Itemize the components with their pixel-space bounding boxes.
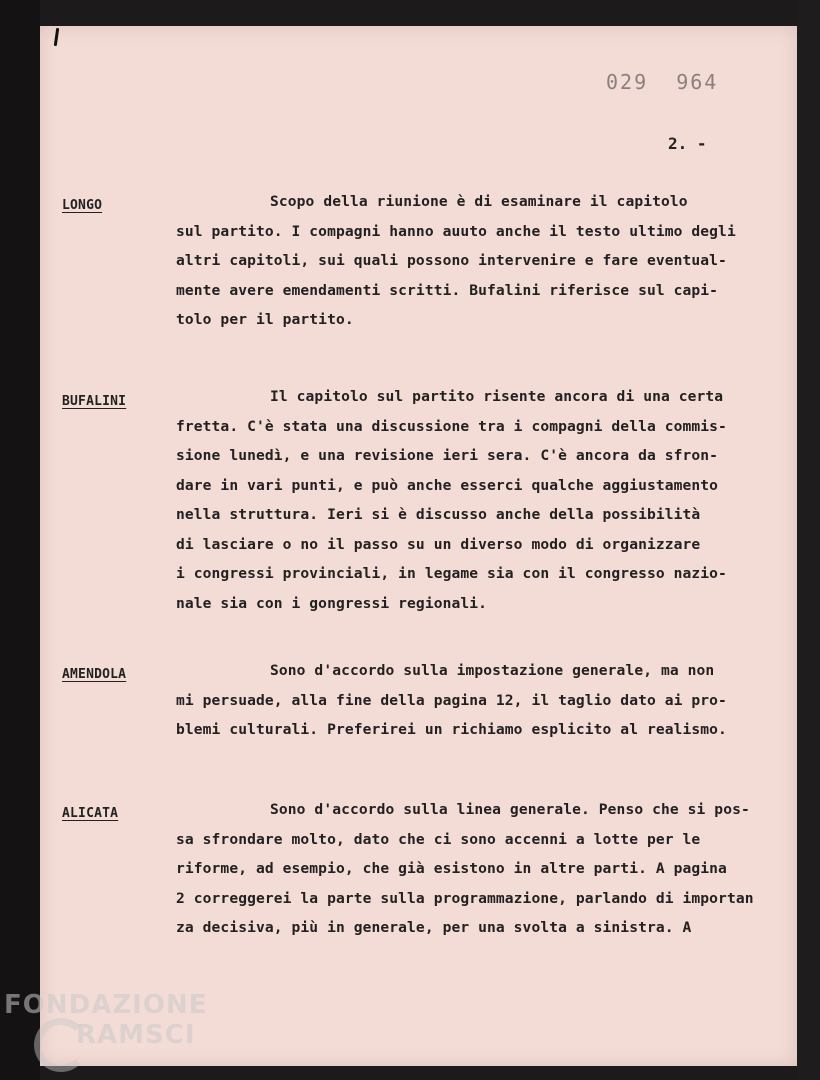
speaker-amendola: AMENDOLA: [62, 667, 127, 682]
watermark-line1: FONDAZIONE: [4, 990, 208, 1020]
text-line: Sono d'accordo sulla linea generale. Penso che si pos-: [270, 801, 750, 818]
speaker-alicata: ALICATA: [62, 806, 119, 821]
scanner-right-border: [797, 0, 820, 1080]
text-line: di lasciare o no il passo su un diverso modo di organizzare: [176, 535, 701, 553]
text-line: dare in vari punti, e può anche esserci qualche aggiustamento: [176, 476, 719, 494]
text-line: mi persuade, alla fine della pagina 12, il taglio dato ai pro-: [176, 691, 727, 709]
paragraph-alicata: [176, 795, 786, 943]
text-line: riforme, ad esempio, che già esistono in altre parti. A pagina: [176, 860, 727, 877]
speaker-longo: LONGO: [62, 198, 103, 213]
text-line: i congressi provinciali, in legame sia con il congresso nazio-: [176, 565, 727, 582]
text-line: Sono d'accordo sulla impostazione generale, ma non: [270, 662, 715, 679]
text-line: mente avere emendamenti scritti. Bufalini riferisce sul capi-: [176, 281, 719, 299]
speaker-bufalini: BUFALINI: [62, 394, 127, 409]
text-line: sul partito. I compagni hanno auuto anche il testo ultimo degli: [176, 222, 736, 240]
text-line: Il capitolo sul partito risente ancora di una certa: [270, 388, 724, 405]
text-line: nale sia con i gongressi regionali.: [176, 594, 488, 612]
text-line: tolo per il partito.: [176, 311, 354, 328]
text-line: sa sfrondare molto, dato che ci sono accenni a lotte per le: [176, 830, 701, 848]
page-number: 2. -: [668, 134, 707, 153]
scanner-left-border: [0, 0, 40, 1080]
archive-number: 029 964: [606, 70, 719, 94]
text-line: blemi culturali. Preferirei un richiamo esplicito al realismo.: [176, 721, 727, 738]
text-line: 2 correggerei la parte sulla programmazione, parlando di importan: [176, 889, 754, 907]
text-line: sione lunedì, e una revisione ieri sera. C'è ancora da sfron-: [176, 447, 719, 464]
text-line: fretta. C'è stata una discussione tra i compagni della commis-: [176, 417, 727, 435]
watermark-line2: RAMSCI: [76, 1020, 196, 1050]
paragraph-longo: [176, 187, 786, 335]
paragraph-bufalini: [176, 382, 786, 618]
text-line: nella struttura. Ieri si è discusso anche della possibilità: [176, 506, 701, 523]
text-line: za decisiva, più in generale, per una svolta a sinistra. A: [176, 919, 692, 936]
text-line: altri capitoli, sui quali possono intervenire e fare eventual-: [176, 252, 727, 269]
fondazione-gramsci-watermark: [4, 990, 208, 1080]
text-line: Scopo della riunione è di esaminare il capitolo: [270, 193, 688, 210]
paragraph-amendola: [176, 656, 786, 745]
